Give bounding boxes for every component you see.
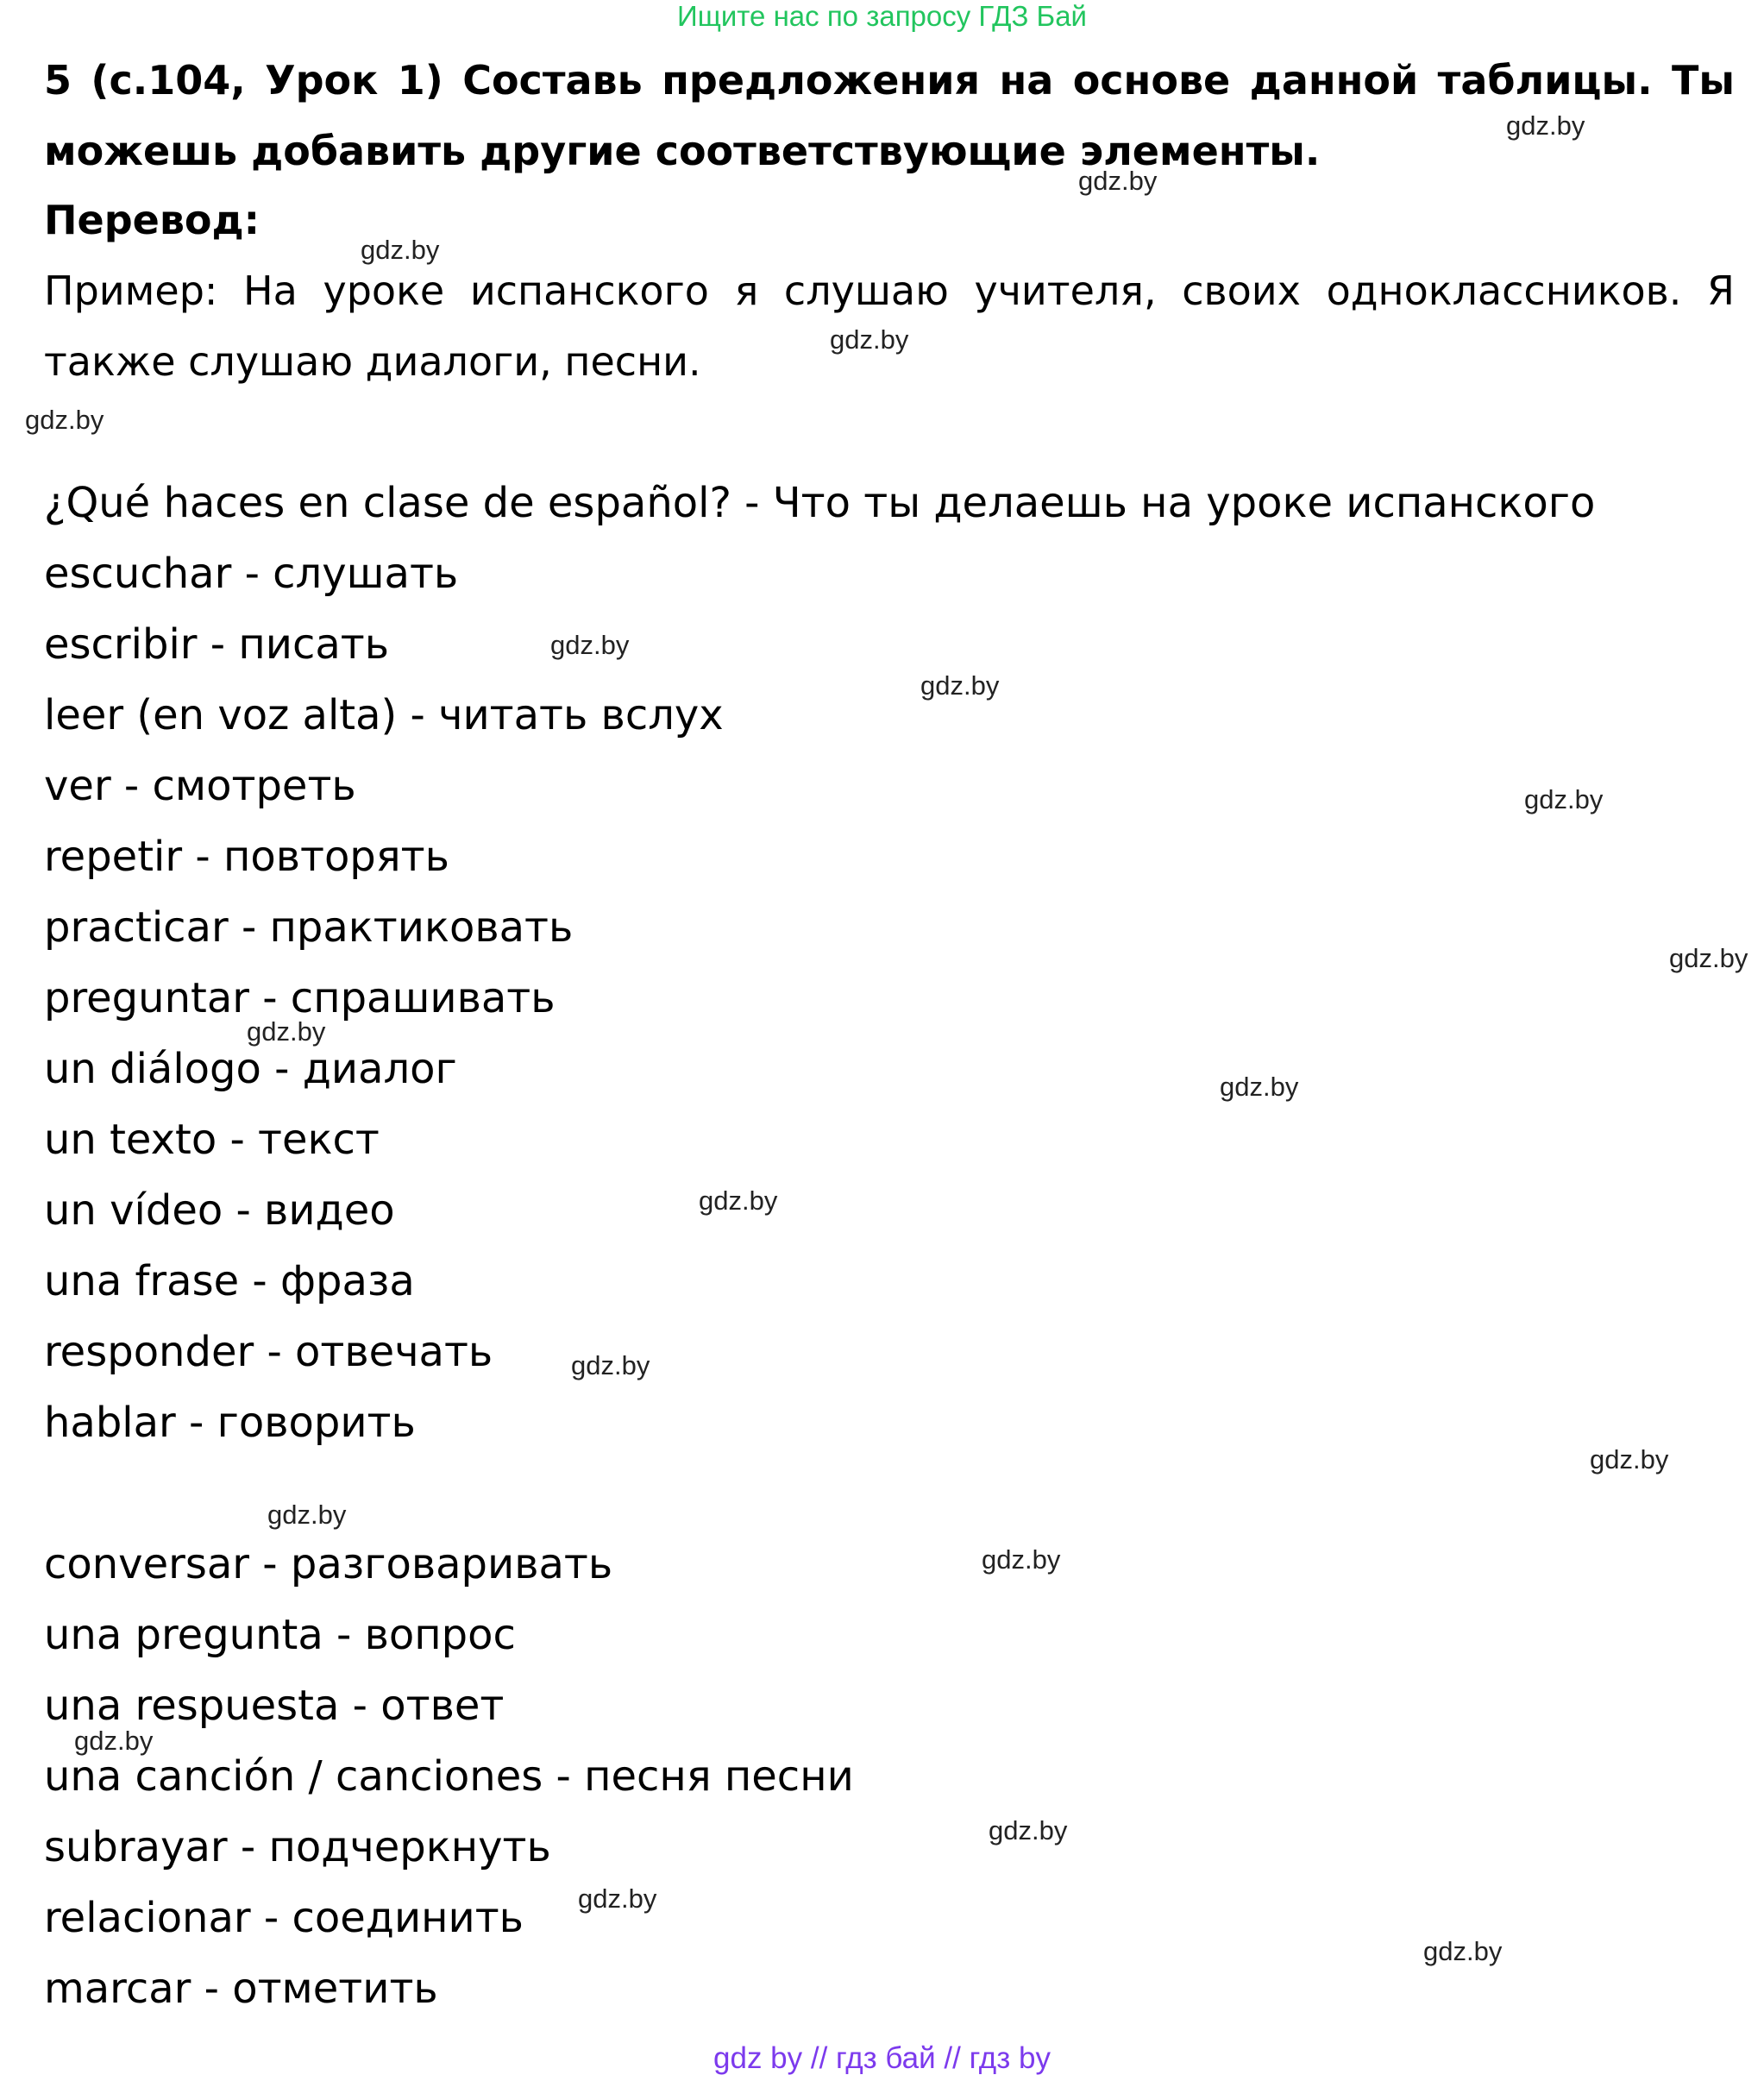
watermark: gdz.by: [571, 1350, 650, 1380]
watermark: gdz.by: [1220, 1072, 1299, 1102]
watermark: gdz.by: [699, 1185, 778, 1216]
watermark: gdz.by: [1423, 1936, 1503, 1966]
vocab-item: conversar - разговаривать: [44, 1540, 613, 1588]
vocab-item: ver - смотреть: [44, 762, 356, 810]
site-search-banner[interactable]: Ищите нас по запросу ГДЗ Бай: [677, 0, 1087, 32]
vocab-item: un vídeo - видео: [44, 1186, 395, 1235]
vocab-item: preguntar - спрашивать: [44, 974, 556, 1022]
watermark: gdz.by: [550, 630, 630, 660]
translation-example: Пример: На уроке испанского я слушаю учителя, своих одноклассников. Я также слушаю диалоги, песни.: [44, 267, 1735, 385]
vocab-item: marcar - отметить: [44, 1965, 438, 2013]
watermark: gdz.by: [247, 1016, 326, 1047]
watermark: gdz.by: [267, 1500, 347, 1530]
footer-links[interactable]: gdz by // гдз бай // гдз by: [713, 2041, 1051, 2075]
vocab-question: ¿Qué haces en clase de español? - Что ты делаешь на уроке испанского: [44, 479, 1596, 527]
vocab-item: practicar - практиковать: [44, 903, 574, 952]
vocab-item: subrayar - подчеркнуть: [44, 1823, 551, 1871]
watermark: gdz.by: [1590, 1444, 1669, 1475]
watermark: gdz.by: [830, 324, 909, 355]
watermark: gdz.by: [361, 235, 440, 265]
vocab-item: una pregunta - вопрос: [44, 1611, 516, 1659]
watermark: gdz.by: [1669, 943, 1748, 973]
watermark: gdz.by: [578, 1883, 657, 1914]
vocab-item: leer (en voz alta) - читать вслух: [44, 691, 724, 739]
watermark: gdz.by: [982, 1544, 1061, 1575]
watermark: gdz.by: [920, 670, 1000, 701]
vocab-item: hablar - говорить: [44, 1399, 416, 1447]
watermark: gdz.by: [1506, 110, 1585, 141]
task-statement: 5 (с.104, Урок 1) Составь предложения на основе данной таблицы. Ты можешь добавить другие соответствующие элементы.: [44, 57, 1735, 174]
vocab-item: relacionar - соединить: [44, 1894, 524, 1942]
vocab-item: una canción / canciones - песня песни: [44, 1752, 854, 1801]
watermark: gdz.by: [74, 1726, 154, 1756]
vocab-item: una frase - фраза: [44, 1257, 415, 1305]
vocab-item: escuchar - слушать: [44, 550, 459, 598]
watermark: gdz.by: [1078, 166, 1158, 196]
watermark: gdz.by: [989, 1815, 1068, 1845]
vocab-item: un texto - текст: [44, 1116, 380, 1164]
translation-heading: Перевод:: [44, 197, 261, 243]
vocab-item: repetir - повторять: [44, 833, 449, 881]
vocab-item: responder - отвечать: [44, 1328, 493, 1376]
vocab-item: una respuesta - ответ: [44, 1682, 505, 1730]
watermark: gdz.by: [1524, 784, 1604, 814]
vocab-item: un diálogo - диалог: [44, 1045, 457, 1093]
vocab-item: escribir - писать: [44, 620, 390, 669]
watermark: gdz.by: [25, 405, 104, 435]
